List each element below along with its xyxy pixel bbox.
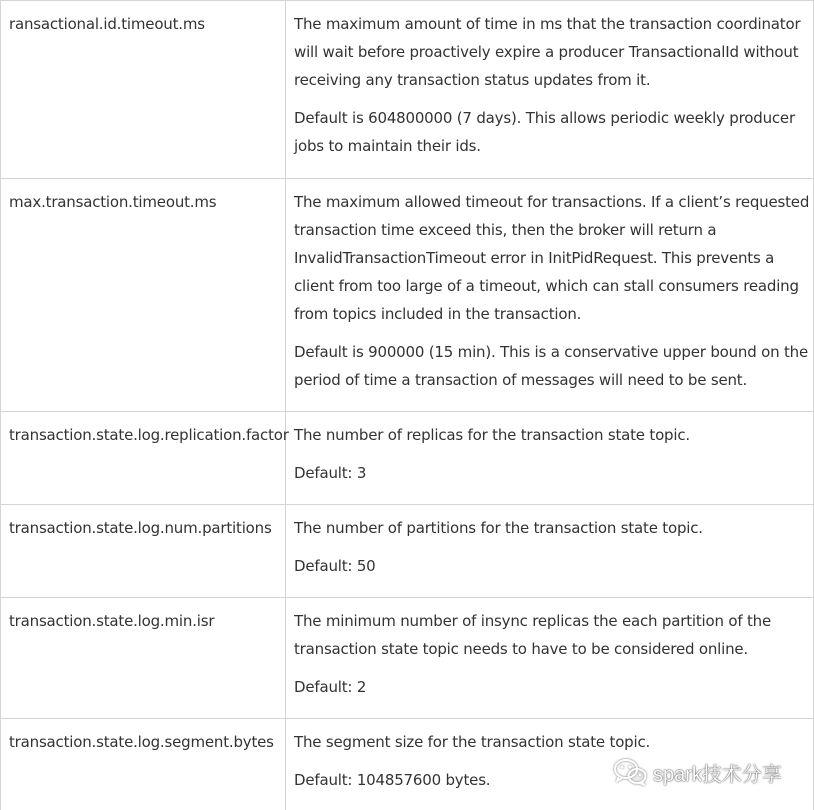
watermark-text: spark技术分享 xyxy=(653,763,782,786)
default-paragraph: Default: 50 xyxy=(294,557,376,575)
watermark xyxy=(613,756,782,788)
table-row xyxy=(1,179,814,412)
description-paragraph: The number of replicas for the transaction state topic. xyxy=(294,426,690,444)
config-name: max.transaction.timeout.ms xyxy=(1,179,286,412)
default-paragraph: Default: 2 xyxy=(294,678,367,696)
config-description xyxy=(286,412,814,505)
description-paragraph: The number of partitions for the transaction state topic. xyxy=(294,519,703,537)
description-paragraph: The maximum allowed timeout for transactions. If a client’s requested transaction time exceed this, then the broker will return a InvalidTransactionTimeout error in InitPidRequest. This prevents a client from too large of a timeout, which can stall consumers reading from topics included in the transaction. xyxy=(294,193,810,323)
wechat-icon xyxy=(613,758,647,786)
description-paragraph: The segment size for the transaction state topic. xyxy=(294,733,651,751)
default-paragraph: Default: 104857600 bytes. xyxy=(294,771,491,789)
config-name: transaction.state.log.num.partitions xyxy=(1,505,286,598)
default-paragraph: Default: 3 xyxy=(294,464,367,482)
config-name: transaction.state.log.min.isr xyxy=(1,598,286,719)
table-row xyxy=(1,505,814,598)
description-paragraph: The maximum amount of time in ms that the transaction coordinator will wait before proactively expire a producer TransactionalId without receiving any transaction status updates from it. xyxy=(294,15,801,89)
default-paragraph: Default is 900000 (15 min). This is a conservative upper bound on the period of time a transaction of messages will need to be sent. xyxy=(294,343,808,389)
config-description xyxy=(286,179,814,412)
config-description xyxy=(286,1,814,179)
config-description xyxy=(286,505,814,598)
table-row xyxy=(1,1,814,179)
config-description xyxy=(286,598,814,719)
default-paragraph: Default is 604800000 (7 days). This allows periodic weekly producer jobs to maintain their ids. xyxy=(294,109,795,155)
table-row xyxy=(1,412,814,505)
table-row xyxy=(1,598,814,719)
config-name: ransactional.id.timeout.ms xyxy=(1,1,286,179)
config-name: transaction.state.log.replication.factor xyxy=(1,412,286,505)
description-paragraph: The minimum number of insync replicas the each partition of the transaction state topic needs to have to be considered online. xyxy=(294,612,771,658)
config-name: transaction.state.log.segment.bytes xyxy=(1,719,286,810)
